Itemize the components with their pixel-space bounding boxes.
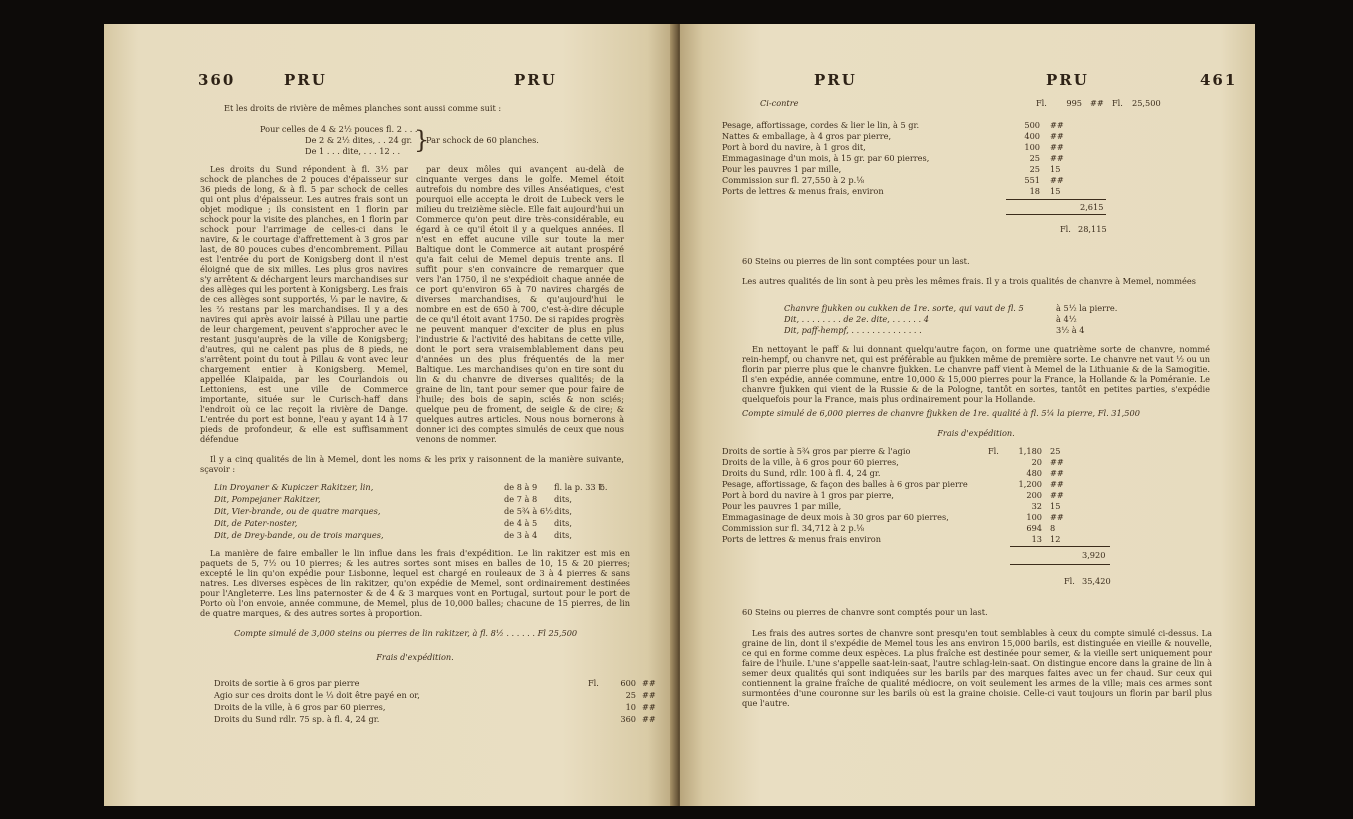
right-page: PRU PRU 461 Ci-contre Fl. 995 ## Fl. 25,500 Pesage, affortissage, cordes & lier le lin, à 5 gr. 500 ## Nattes & emballage, à 4 gros par pierre, 400 ## Port à bord du navire, à 1 gros dit, 100 ## Emmagasinage d'un mois, à 15 gr. par 60 pierres, 25 ## Pour les pauvres 1 par mille, 25 15 Commission sur fl. 27,550 à 2 p.⅛ 551 ## Ports de lettres & menus frais, environ 18 15 2,615 Fl. 28,115 60 Steins ou pierres de lin sont comptées pour un last. Les autres qualités de lin sont à peu près les mêmes frais. Il y a trois qualités de chanvre à Memel, nommées Chanvre fjukken ou cukken de 1re. sorte, qui vaut de fl. 5 à 5½ la pierre. Dit, . . . . . . . . de 2e. dite, . . . . . . 4 à 4½ Dit, paff-hempf, . . . . . . . . . . . . . . 3½ à 4 En nettoyant le paff & lui donnant quelqu'autre façon, on forme une quatrième sorte de chanvre, nommé rein-hempf, ou chanvre net, qui est préférable au fjukken même de première sorte. Le chanvre net vaut ½ ou un florin par pierre plus que le chanvre fjukken. Le chanvre paff vient à Memel de la Lithuanie & de la Samogitie. Il s'en expédie, année commune, entre 10,000 & 15,000 pierres pour la France, la Hollande & la Poméranie. Le chanvre fjukken qui vient de la Russie & de la Pologne, tantôt en sortes, tantôt en petites parties, s'expédie quelquefois pour la France, mais plus ordinairement pour la Hollande. Compte simulé de 6,000 pierres de chanvre fjukken de 1re. qualité à fl. 5¼ la pierre, Fl. 31,500 Frais d'expédition. Droits de sortie à 5¾ gros par pierre & l'agio Fl. 1,180 25 Droits de la ville, à 6 gros pour 60 pierres, 20 ## Droits du Sund, rdlr. 100 à fl. 4, 24 gr. 480 ## Pesage, affortissage, & façon des balles à 6 gros par pierre 1,200 ## Port à bord du navire à 1 gros par pierre, 200 ## Pour les pauvres 1 par mille, 32 15 Emmagasinage de deux mois à 30 gros par 60 pierres, 100 ## Commission sur fl. 34,712 à 2 p.⅛ 694 8 Ports de lettres & menus frais environ 13 12 3,920 Fl. 35,420 60 Steins ou pierres de chanvre sont comptés pour un last. Les frais des autres sortes de chanvre sont presqu'en tout semblables à ceux du compte simulé ci-dessus. La graine de lin, dont il s'expédie de Memel tous les ans environ 15,000 barils, est distinguée en vieille & nouvelle, ce qui en forme comme deux espèces. La plus fraîche est destinée pour semer, & la vieille sert uniquement pour faire de l'huile. L'une s'appelle saat-lein-saat, l'autre schlag-lein-saat. On distingue encore dans la graine de lin à semer deux qualités qui sont indiquées sur les barils par des marques faites avec un fer chaud. Sur ceux qui contiennent la graine fraîche de qualité médiocre, on voit seulement les armes de la ville; mais ces armes sont surmontées d'une couronne sur les barils où est la graine choisie. Celle-ci vaut toujours un florin par baril plus que l'autre. [680,24,1255,806]
total1-label: Fl. [1060,224,1071,234]
sum-rule-1 [1006,199,1106,200]
para-chanvre: Les autres qualités de lin sont à peu près les mêmes frais. Il y a trois qualités de chanvre à Memel, nommées [742,276,1196,286]
left-col1-paragraph: Les droits du Sund répondent à fl. 3½ par schock de planches de 2 pouces d'épaisseur sur 36 pieds de long, & à fl. 5 par schock de celles qui ont plus d'épaisseur. Les autres frais sont un objet modique ; ils consistent en 1 florin par schock pour la visite des planches, en 1 florin par schock pour l'arrimage de celles-ci dans le navire, & le courtage d'affrettement à 3 gros par last, de 80 pouces cubes d'encombrement. Pillau est l'entrée du port de Konigsberg dont il n'est éloigné que de six milles. Les plus gros navires s'y arrêtent & déchargent leurs marchandises sur des allèges qui les portent à Konigsberg. Les frais de ces allèges sont supportés, ⅓ par le navire, & les ⅔ restans par les marchandises. Il y a des navires qui après avoir laissé à Pillau une partie de leur chargement, peuvent s'approcher avec le restant jusqu'auprès de la ville de Konigsberg; d'autres, qui ne calent pas plus de 8 pieds, ne s'arrêtent point du tout à Pillau & vont avec leur chargement entier à Konigsberg. Memel, appellée Klaipaida, par les Courlandois ou Lettoniens, est une ville de Commerce importante, située sur le Curisch-haff dans l'endroit où ce lac reçoit la rivière de Dange. L'entrée du port est bonne, l'eau y ayant 14 à 17 pieds de profondeur, & elle est suffisamment défendue [200,164,408,444]
frais-title-right: Frais d'expédition. [937,428,1015,438]
frais-title-left: Frais d'expédition. [376,652,454,662]
note2: 60 Steins ou pierres de chanvre sont comptés pour un last. [742,607,988,617]
lin-paragraph: La manière de faire emballer le lin influe dans les frais d'expédition. Le lin rakitzer est mis en paquets de 5, 7½ ou 10 pierres; & les autres sortes sont mises en balles de 10, 15 & 20 pierres; excepté le lin qu'on expédie pour Lisbonne, lequel est chargé en rouleaux de 3 à 4 pierres & sans natres. Les diverses espèces de lin rakitzer, qu'on expédie de Memel, sont ordinairement destinées pour l'Angleterre. Les lins paternoster & de 4 & 3 marques vont en Portugal, surtout pour le port de Porto où l'on envoie, année commune, de Memel, plus de 10,000 balles; chacune de 15 pierres, de lin de quatre marques, & des autres sortes à proportion. [200,548,630,618]
plank-row-2: De 2 & 2½ dites, . . 24 gr. [305,135,413,145]
sum-rule-2 [1006,214,1106,215]
left-running-head-1: PRU [284,71,327,89]
sum2: 3,920 [1082,550,1106,560]
sum-rule-3 [1010,546,1110,547]
sum1: 2,615 [1080,202,1104,212]
left-running-head-2: PRU [514,71,557,89]
para-graine: Les frais des autres sortes de chanvre sont presqu'en tout semblables à ceux du compte simulé ci-dessus. La graine de lin, dont il s'expédie de Memel tous les ans environ 15,000 barils, est distinguée en vieille & nouvelle, ce qui en forme comme deux espèces. La plus fraîche est destinée pour semer, & la vieille sert uniquement pour faire de l'huile. L'une s'appelle saat-lein-saat, l'autre schlag-lein-saat. On distingue encore dans la graine de lin à semer deux qualités qui sont indiquées sur les barils par des marques faites avec un fer chaud. Sur ceux qui contiennent la graine fraîche de qualité médiocre, on voit seulement les armes de la ville; mais ces armes sont surmontées d'une couronne sur les barils où est la graine choisie. Celle-ci vaut toujours un florin par baril plus que l'autre. [742,628,1212,708]
plank-row-1: Pour celles de 4 & 2½ pouces fl. 2 . . . . [260,124,423,134]
sum-rule-4 [1010,564,1110,565]
plank-brace: } [414,126,430,154]
right-page-number: 461 [1200,71,1238,89]
note1: 60 Steins ou pierres de lin sont comptées pour un last. [742,256,970,266]
lin-intro: Il y a cinq qualités de lin à Memel, dont les noms & les prix y raisonnent de la manière suivante, sçavoir : [200,454,624,474]
total1-value: 28,115 [1078,224,1107,234]
left-page-number: 360 [198,71,236,89]
total2-label: Fl. [1064,576,1075,586]
compte-title-right: Compte simulé de 6,000 pierres de chanvre fjukken de 1re. qualité à fl. 5¼ la pierre, Fl. 31,500 [742,408,1140,418]
plank-brace-note: Par schock de 60 planches. [426,135,539,145]
intro-line: Et les droits de rivière de mêmes planches sont aussi comme suit : [224,103,502,113]
compte-title-left: Compte simulé de 3,000 steins ou pierres de lin rakitzer, à fl. 8½ . . . . . . Fl 25,500 [234,628,578,638]
right-running-head-2: PRU [1046,71,1089,89]
total2-value: 35,420 [1082,576,1111,586]
right-running-head-1: PRU [814,71,857,89]
plank-row-3: De 1 . . . dite, . . . 12 . . [305,146,401,156]
left-col2-paragraph: par deux môles qui avançent au-delà de cinquante verges dans le golfe. Memel étoit autrefois du nombre des villes Anséatiques, c'est pourquoi elle accepta le droit de Lubeck vers le milieu du treizième siècle. Elle fait aujourd'hui un Commerce qu'on peut dire très-considérable, eu égard à ce qu'il étoit il y a quelques années. Il n'est en effet aucune ville sur toute la mer Baltique dont le Commerce ait autant prospéré qu'a fait celui de Memel depuis trente ans. Il suffit pour s'en convaincre de remarquer que vers l'an 1750, il ne s'expédioit chaque année de ce port qu'environ 65 à 70 navires chargés de diverses marchandises, & qu'aujourd'hui le nombre en est de 650 à 700, c'est-à-dire décuple de ce qu'il étoit avant 1750. De si rapides progrès ne peuvent manquer d'exciter de plus en plus l'industrie & l'activité des habitans de cette ville, dont le port sera vraisemblablement dans peu d'années un des plus fréquentés de la mer Baltique. Les marchandises qu'on en tire sont du lin & du chanvre de diverses qualités; de la graine de lin, tant pour semer que pour faire de l'huile; des bois de sapin, sciés & non sciés; quelque peu de froment, de seigle & de cire; & quelques autres articles. Nous nous bornerons à donner ici des comptes simulés de ceux que nous venons de nommer. [416,164,624,444]
left-page: 360 PRU PRU Et les droits de rivière de mêmes planches sont aussi comme suit : Pour celles de 4 & 2½ pouces fl. 2 . . . . De 2 & 2½ dites, . . 24 gr. De 1 . . . dite, . . . 12 . . } Par schock de 60 planches. Les droits du Sund répondent à fl. 3½ par schock de planches de 2 pouces d'épaisseur sur 36 pieds de long, & à fl. 5 par schock de celles qui ont plus d'épaisseur. Les autres frais sont un objet modique ; ils consistent en 1 florin par schock pour la visite des planches, en 1 florin par schock pour l'arrimage de celles-ci dans le navire, & le courtage d'affrettement à 3 gros par last, de 80 pouces cubes d'encombrement. Pillau est l'entrée du port de Konigsberg dont il n'est éloigné que de six milles. Les plus gros navires s'y arrêtent & déchargent leurs marchandises sur des allèges qui les portent à Konigsberg. Les frais de ces allèges sont supportés, ⅓ par le navire, & les ⅔ restans par les marchandises. Il y a des navires qui après avoir laissé à Pillau une partie de leur chargement, peuvent s'approcher avec le restant jusqu'auprès de la ville de Konigsberg; d'autres, qui ne calent pas plus de 8 pieds, ne s'arrêtent point du tout à Pillau & vont avec leur chargement entier à Konigsberg. Memel, appellée Klaipaida, par les Courlandois ou Lettoniens, est une ville de Commerce importante, située sur le Curisch-haff dans l'endroit où ce lac reçoit la rivière de Dange. L'entrée du port est bonne, l'eau y ayant 14 à 17 pieds de profondeur, & elle est suffisamment défendue par deux môles qui avançent au-delà de cinquante verges dans le golfe. Memel étoit autrefois du nombre des villes Anséatiques, c'est pourquoi elle accepta le droit de Lubeck vers le milieu du treizième siècle. Elle fait aujourd'hui un Commerce qu'on peut dire très-considérable, eu égard à ce qu'il étoit il y a quelques années. Il n'est en effet aucune ville sur toute la mer Baltique dont le Commerce ait autant prospéré qu'a fait celui de Memel depuis trente ans. Il suffit pour s'en convaincre de remarquer que vers l'an 1750, il ne s'expédioit chaque année de ce port qu'environ 65 à 70 navires chargés de diverses marchandises, & qu'aujourd'hui le nombre en est de 650 à 700, c'est-à-dire décuple de ce qu'il étoit avant 1750. De si rapides progrès ne peuvent manquer d'exciter de plus en plus l'industrie & l'activité des habitans de cette ville, dont le port sera vraisemblablement dans peu d'années un des plus fréquentés de la mer Baltique. Les marchandises qu'on en tire sont du lin & du chanvre de diverses qualités; de la graine de lin, tant pour semer que pour faire de l'huile; des bois de sapin, sciés & non sciés; quelque peu de froment, de seigle & de cire; & quelques autres articles. Nous nous bornerons à donner ici des comptes simulés de ceux que nous venons de nommer. Il y a cinq qualités de lin à Memel, dont les noms & les prix y raisonnent de la manière suivante, sçavoir : Lin Droyaner & Kupiczer Rakitzer, lin, de 8 à 9 fl. la p. 33 ℔. Dit, Pompejaner Rakitzer, de 7 à 8 dits, Dit, Vier-brande, ou de quatre marques, de 5¾ à 6½ dits, Dit, de Pater-noster, de 4 à 5 dits, Dit, de Drey-bande, ou de trois marques, de 3 à 4 dits, La manière de faire emballer le lin influe dans les frais d'expédition. Le lin rakitzer est mis en paquets de 5, 7½ ou 10 pierres; & les autres sortes sont mises en balles de 10, 15 & 20 pierres; excepté le lin qu'on expédie pour Lisbonne, lequel est chargé en rouleaux de 3 à 4 pierres & sans natres. Les diverses espèces de lin rakitzer, qu'on expédie de Memel, sont ordinairement destinées pour l'Angleterre. Les lins paternoster & de 4 & 3 marques vont en Portugal, surtout pour le port de Porto où l'on envoie, année commune, de Memel, plus de 10,000 balles; chacune de 15 pierres, de lin de quatre marques, & des autres sortes à proportion. Compte simulé de 3,000 steins ou pierres de lin rakitzer, à fl. 8½ . . . . . . Fl 25,500 Frais d'expédition. Droits de sortie à 6 gros par pierre Fl. 600 ## Agio sur ces droits dont le ⅓ doit être payé en or, 25 ## Droits de la ville, à 6 gros par 60 pierres, 10 ## Droits du Sund rdlr. 75 sp. à fl. 4, 24 gr. 360 ## [104,24,676,806]
para-net: En nettoyant le paff & lui donnant quelqu'autre façon, on forme une quatrième sorte de chanvre, nommé rein-hempf, ou chanvre net, qui est préférable au fjukken même de première sorte. Le chanvre net vaut ½ ou un florin par pierre plus que le chanvre fjukken. Le chanvre paff vient à Memel de la Lithuanie & de la Samogitie. Il s'en expédie, année commune, entre 10,000 & 15,000 pierres pour la France, la Hollande & la Poméranie. Le chanvre fjukken qui vient de la Russie & de la Pologne, tantôt en sortes, tantôt en petites parties, s'expédie quelquefois pour la France, mais plus ordinairement pour la Hollande. [742,344,1210,404]
